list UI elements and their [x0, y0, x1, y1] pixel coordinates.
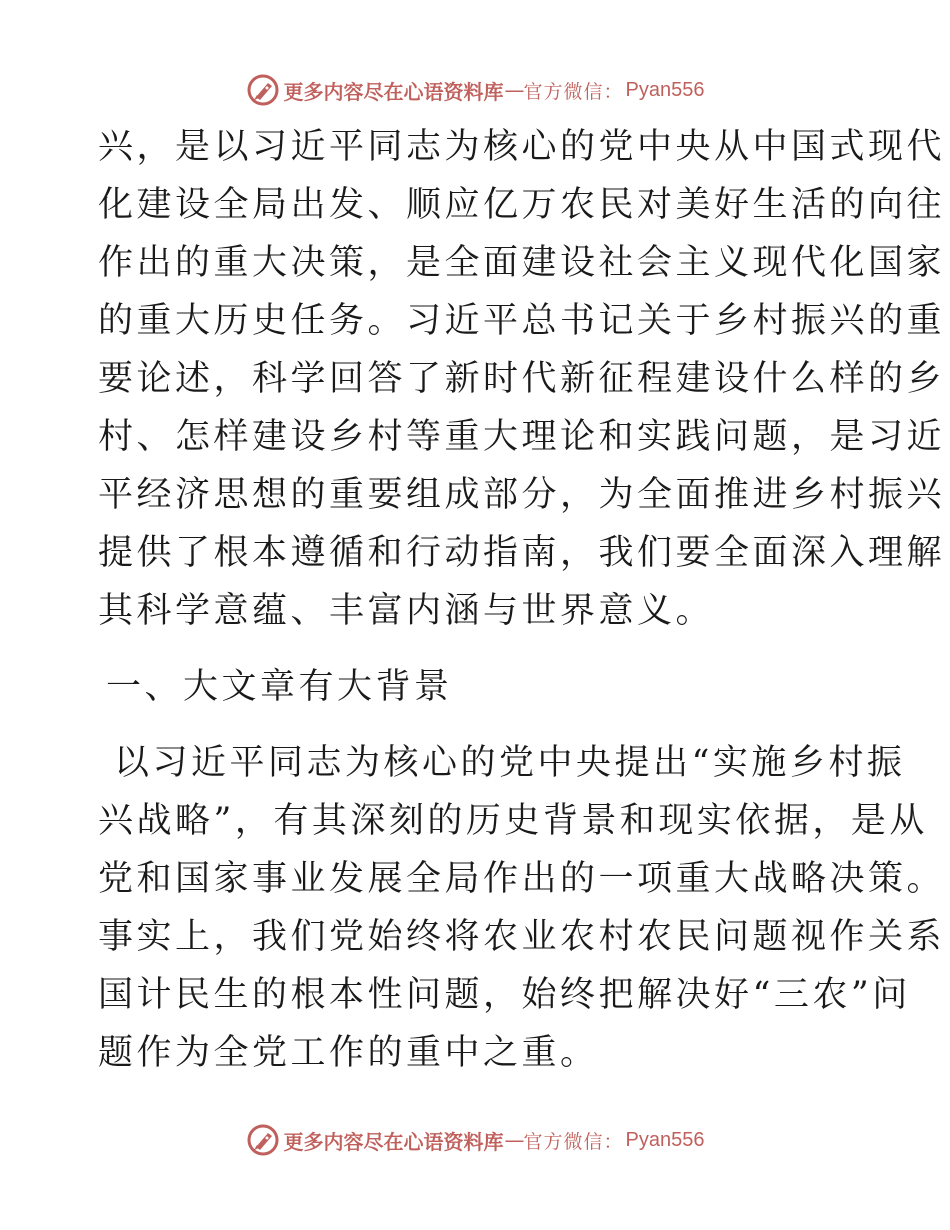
body-line: 村、怎样建设乡村等重大理论和实践问题，是习近 — [98, 417, 946, 457]
watermark-account: Pyan556 — [625, 1128, 705, 1151]
watermark-title: 更多内容尽在心语资料库 — [283, 79, 504, 104]
body-line: 其科学意蕴、丰富内涵与世界意义。 — [98, 591, 715, 631]
body-line: 兴，是以习近平同志为核心的党中央从中国式现代 — [98, 127, 946, 167]
body-line: 提供了根本遵循和行动指南，我们要全面深入理解 — [98, 533, 946, 573]
body-line: 要论述，科学回答了新时代新征程建设什么样的乡 — [98, 359, 946, 399]
watermark-dash: — — [504, 78, 523, 102]
body-line: 题作为全党工作的重中之重。 — [98, 1033, 599, 1073]
watermark-title: 更多内容尽在心语资料库 — [283, 1129, 504, 1154]
header-watermark — [0, 70, 950, 110]
body-line: 兴战略”，有其深刻的历史背景和现实依据，是从 — [98, 801, 928, 841]
watermark-account: Pyan556 — [625, 78, 705, 101]
watermark-label: 官方微信： — [523, 80, 624, 103]
body-line: 的重大历史任务。习近平总书记关于乡村振兴的重 — [98, 301, 946, 341]
body-line: 化建设全局出发、顺应亿万农民对美好生活的向往 — [98, 185, 946, 225]
body-line: 以习近平同志为核心的党中央提出“实施乡村振 — [114, 743, 906, 783]
pen-nib-logo-icon — [246, 1123, 280, 1157]
section-heading: 一、大文章有大背景 — [106, 667, 453, 707]
body-line: 作出的重大决策，是全面建设社会主义现代化国家 — [98, 243, 946, 283]
pen-nib-logo-icon — [246, 73, 280, 107]
watermark-label: 官方微信： — [523, 1130, 624, 1153]
body-line: 国计民生的根本性问题，始终把解决好“三农”问 — [98, 975, 911, 1015]
body-line: 党和国家事业发展全局作出的一项重大战略决策。 — [98, 859, 946, 899]
footer-watermark — [0, 1120, 950, 1160]
watermark-dash: — — [504, 1128, 523, 1152]
body-line: 平经济思想的重要组成部分，为全面推进乡村振兴 — [98, 475, 946, 515]
body-line: 事实上，我们党始终将农业农村农民问题视作关系 — [98, 917, 946, 957]
